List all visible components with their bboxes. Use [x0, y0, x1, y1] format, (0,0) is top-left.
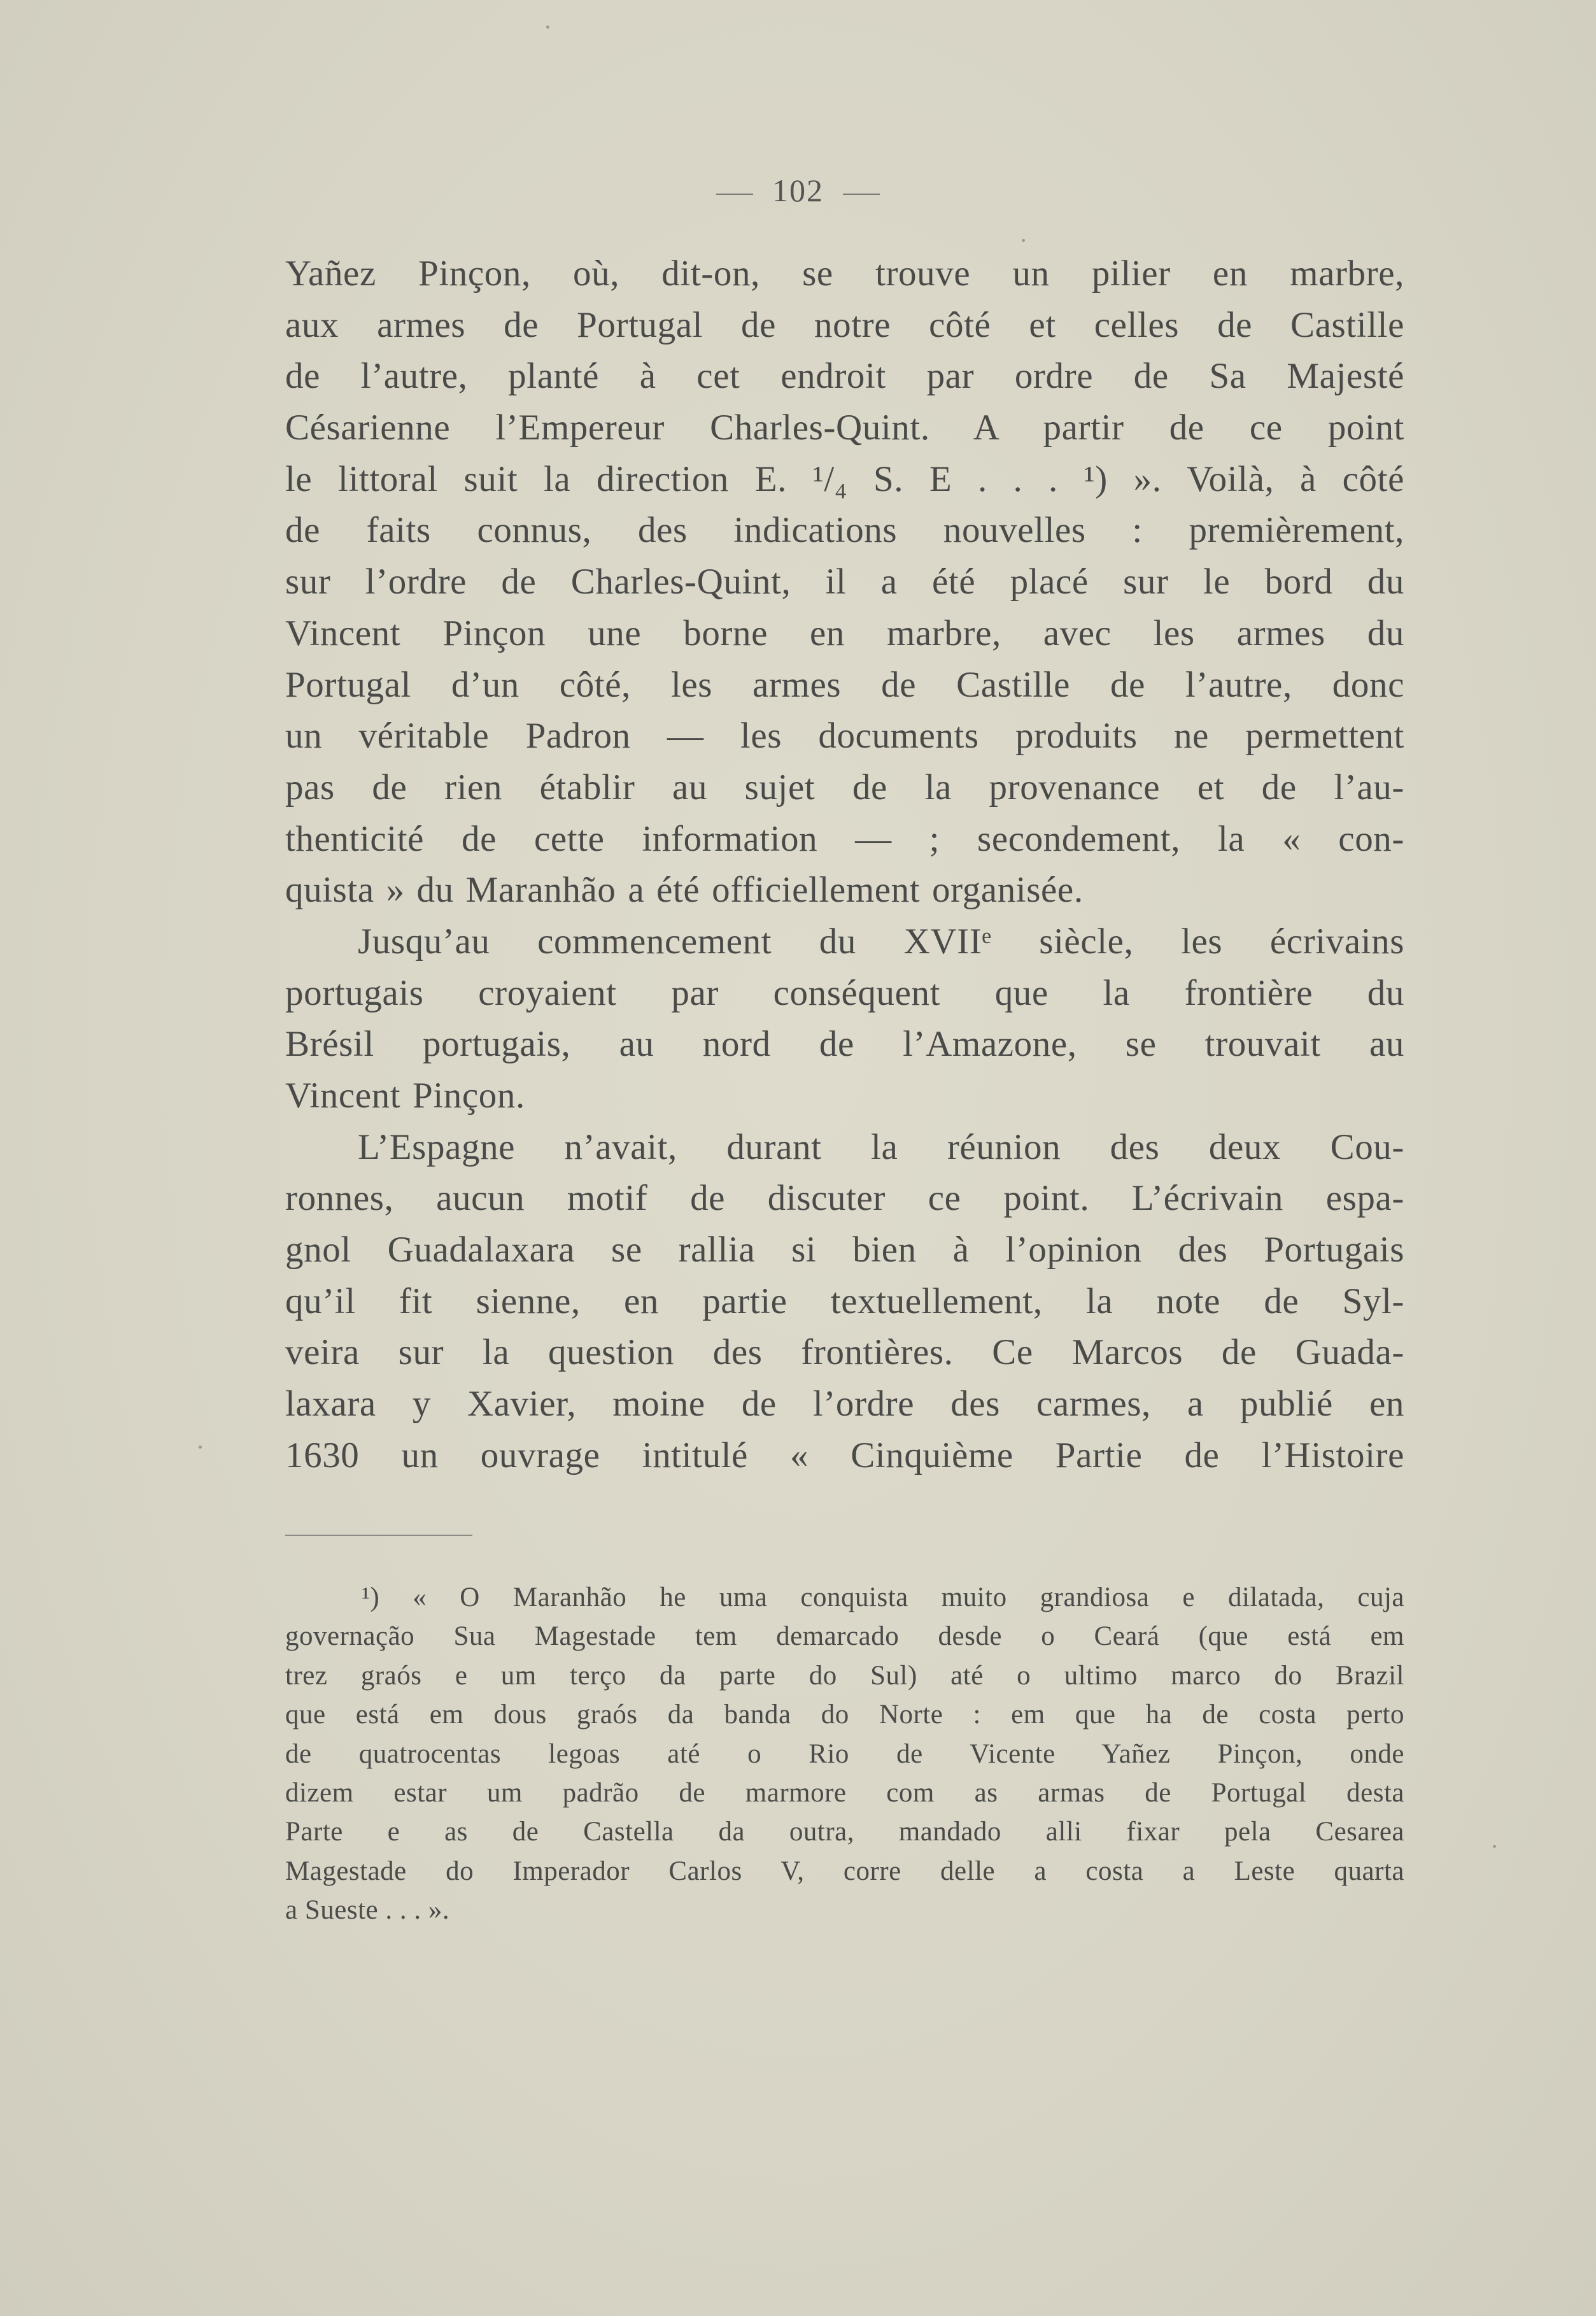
footnote-line: de quatrocentas legoas até o Rio de Vicente Yañez Pinçon, onde — [285, 1738, 1404, 1769]
paper-speck — [1022, 239, 1025, 242]
text-line: un véritable Padron — les documents produits ne permettent — [285, 716, 1404, 757]
paper-speck — [546, 25, 549, 29]
text-line: portugais croyaient par conséquent que la frontière du — [285, 972, 1404, 1013]
footnote-line: Parte e as de Castella da outra, mandado alli fixar pela Cesarea — [285, 1817, 1404, 1847]
header-dash-right — [843, 194, 880, 195]
footnote-line: governação Sua Magestade tem demarcado desde o Ceará (que está em — [285, 1621, 1404, 1652]
text-line: le littoral suit la direction E. ¹/₄ S. E . . . ¹) ». Voilà, à côté — [285, 458, 1404, 499]
text-line: ronnes, aucun motif de discuter ce point. L’écrivain espa- — [285, 1178, 1404, 1219]
text-line: laxara y Xavier, moine de l’ordre des carmes, a publié en — [285, 1384, 1404, 1424]
text-line: de faits connus, des indications nouvelles : premièrement, — [285, 510, 1404, 551]
text-line: Brésil portugais, au nord de l’Amazone, se trouvait au — [285, 1024, 1404, 1065]
header-dash-left — [716, 194, 753, 195]
paper-speck — [1493, 1845, 1496, 1848]
body-text — [285, 248, 1404, 1482]
text-line: L’Espagne n’avait, durant la réunion des deux Cou- — [358, 1126, 1404, 1167]
footnote-line: ¹) « O Maranhão he uma conquista muito grandiosa e dilatada, cuja — [362, 1582, 1404, 1612]
footnote-line: Magestade do Imperador Carlos V, corre delle a costa a Leste quarta — [285, 1856, 1404, 1886]
text-line: veira sur la question des frontières. Ce Marcos de Guada- — [285, 1332, 1404, 1373]
text-line: qu’il fit sienne, en partie textuellement, la note de Syl- — [285, 1281, 1404, 1321]
text-line: Vincent Pinçon une borne en marbre, avec les armes du — [285, 613, 1404, 653]
footnote-line: dizem estar um padrão de marmore com as armas de Portugal desta — [285, 1777, 1404, 1808]
text-line: aux armes de Portugal de notre côté et celles de Castille — [285, 304, 1404, 345]
footnote-line: a Sueste . . . ». — [285, 1895, 450, 1926]
text-line: 1630 un ouvrage intitulé « Cinquième Partie de l’Histoire — [285, 1435, 1404, 1475]
text-line: thenticité de cette information — ; secondement, la « con- — [285, 818, 1404, 859]
text-line: de l’autre, planté à cet endroit par ordre de Sa Majesté — [285, 356, 1404, 397]
text-line: Jusqu’au commencement du XVIIᵉ siècle, les écrivains — [358, 921, 1404, 962]
text-line: Césarienne l’Empereur Charles-Quint. A partir de ce point — [285, 408, 1404, 448]
footnote-line: que está em dous graós da banda do Norte : em que ha de costa perto — [285, 1700, 1404, 1730]
footnote — [285, 1578, 1404, 1930]
paper-speck — [199, 1446, 202, 1449]
footnote-line: trez graós e um terço da parte do Sul) até o ultimo marco do Brazil — [285, 1660, 1404, 1691]
text-line: quista » du Maranhão a été officiellement organisée. — [285, 870, 1084, 911]
text-line: Vincent Pinçon. — [285, 1076, 525, 1116]
text-line: gnol Guadalaxara se rallia si bien à l’opinion des Portugais — [285, 1230, 1404, 1270]
text-line: Portugal d’un côté, les armes de Castille de l’autre, donc — [285, 664, 1404, 705]
text-line: pas de rien établir au sujet de la provenance et de l’au- — [285, 767, 1404, 807]
page-number: 102 — [772, 173, 824, 208]
footnote-divider — [285, 1535, 472, 1536]
page-header — [0, 172, 1596, 209]
text-line: Yañez Pinçon, où, dit-on, se trouve un pilier en marbre, — [285, 253, 1404, 294]
text-line: sur l’ordre de Charles-Quint, il a été placé sur le bord du — [285, 562, 1404, 602]
